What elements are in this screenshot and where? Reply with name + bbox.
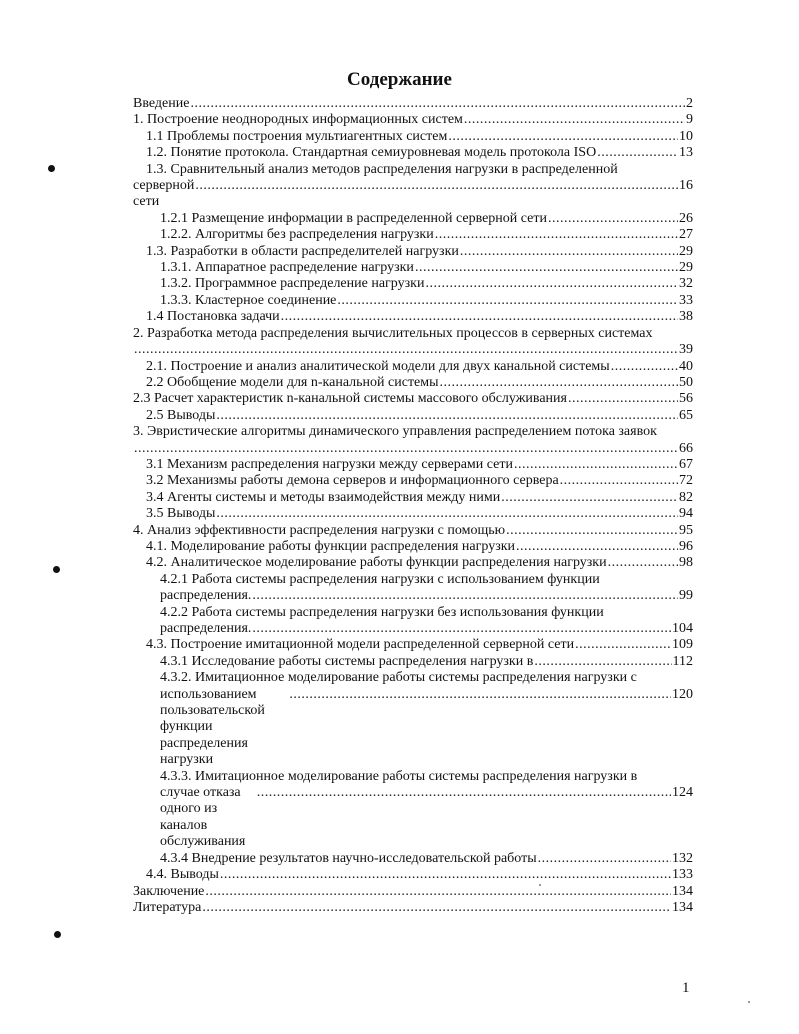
toc-entry[interactable]: 4.2. Аналитическое моделирование работы функции распределения нагрузки ..... 98 (133, 555, 693, 571)
toc-entry[interactable]: 2.3 Расчет характеристик n-канальной системы массового обслуживания ..... 56 (133, 391, 693, 407)
toc-entry[interactable]: 2.2 Обобщение модели для n-канальной системы ..... 50 (133, 375, 693, 391)
toc-entry[interactable]: 4.3. Построение имитационной модели распределенной серверной сети ..... 109 (133, 637, 693, 653)
scan-speck (539, 884, 541, 886)
toc-entry[interactable]: 1.3.3. Кластерное соединение ..... 33 (133, 293, 693, 309)
toc-entry[interactable]: 4.4. Выводы ..... 133 (133, 867, 693, 883)
toc-entry[interactable]: 3.5 Выводы ..... 94 (133, 506, 693, 522)
toc-entry[interactable]: 1.3. Сравнительный анализ методов распределения нагрузки в распределенной серверной сети ..... 16 (133, 162, 693, 211)
toc-entry[interactable]: 4. Анализ эффективности распределения нагрузки с помощью ..... 95 (133, 523, 693, 539)
toc-entry[interactable]: 4.2.1 Работа системы распределения нагрузки с использованием функции распределения. ..... 99 (133, 572, 693, 605)
toc-entry[interactable]: 3.1 Механизм распределения нагрузки между серверами сети ..... 67 (133, 457, 693, 473)
toc-entry[interactable]: 4.3.2. Имитационное моделирование работы системы распределения нагрузки с использованием пользовательской функции распределения нагрузки ..... 120 (133, 670, 693, 768)
scan-speck (748, 1001, 750, 1003)
scan-speck (53, 566, 60, 573)
toc-entry[interactable]: Литература ..... 134 (133, 900, 693, 916)
page-number: 1 (682, 980, 690, 996)
toc-entry[interactable]: 1.4 Постановка задачи ..... 38 (133, 309, 693, 325)
toc-entry[interactable]: 1.3. Разработки в области распределителей нагрузки ..... 29 (133, 244, 693, 260)
page-title: Содержание (347, 69, 452, 90)
toc-entry[interactable]: 4.3.4 Внедрение результатов научно-исследовательской работы ..... 132 (133, 851, 693, 867)
toc-entry[interactable]: 1.2. Понятие протокола. Стандартная семиуровневая модель протокола ISO ..... 13 (133, 145, 693, 161)
toc-entry[interactable]: 3. Эвристические алгоритмы динамического управления распределением потока заявок ..... 66 (133, 424, 693, 457)
toc-entry[interactable]: 2.1. Построение и анализ аналитической модели для двух канальной системы ..... 40 (133, 359, 693, 375)
toc-entry[interactable]: 1.3.2. Программное распределение нагрузки ..... 32 (133, 276, 693, 292)
toc-entry[interactable]: 1.3.1. Аппаратное распределение нагрузки ..... 29 (133, 260, 693, 276)
scan-speck (48, 165, 55, 172)
toc-entry[interactable]: 4.2.2 Работа системы распределения нагрузки без использования функции распределения. ..... 104 (133, 605, 693, 638)
toc-entry[interactable]: 4.1. Моделирование работы функции распределения нагрузки ..... 96 (133, 539, 693, 555)
scan-speck (54, 931, 61, 938)
table-of-contents (133, 96, 693, 916)
toc-entry[interactable]: 2.5 Выводы ..... 65 (133, 408, 693, 424)
toc-entry[interactable]: 1.2.1 Размещение информации в распределенной серверной сети ..... 26 (133, 211, 693, 227)
toc-entry[interactable]: Заключение ..... 134 (133, 884, 693, 900)
toc-entry[interactable]: 1. Построение неоднородных информационных систем ..... 9 (133, 112, 693, 128)
toc-entry[interactable]: Введение ..... 2 (133, 96, 693, 112)
toc-entry[interactable]: 4.3.3. Имитационное моделирование работы системы распределения нагрузки в случае отказа одного из каналов обслуживания ..... 124 (133, 769, 693, 851)
toc-entry[interactable]: 3.4 Агенты системы и методы взаимодействия между ними ..... 82 (133, 490, 693, 506)
toc-entry[interactable]: 1.2.2. Алгоритмы без распределения нагрузки ..... 27 (133, 227, 693, 243)
toc-entry[interactable]: 1.1 Проблемы построения мультиагентных систем ..... 10 (133, 129, 693, 145)
toc-entry[interactable]: 3.2 Механизмы работы демона серверов и информационного сервера ..... 72 (133, 473, 693, 489)
toc-entry[interactable]: 4.3.1 Исследование работы системы распределения нагрузки в ..... 112 (133, 654, 693, 670)
toc-entry[interactable]: 2. Разработка метода распределения вычислительных процессов в серверных системах ..... 39 (133, 326, 693, 359)
